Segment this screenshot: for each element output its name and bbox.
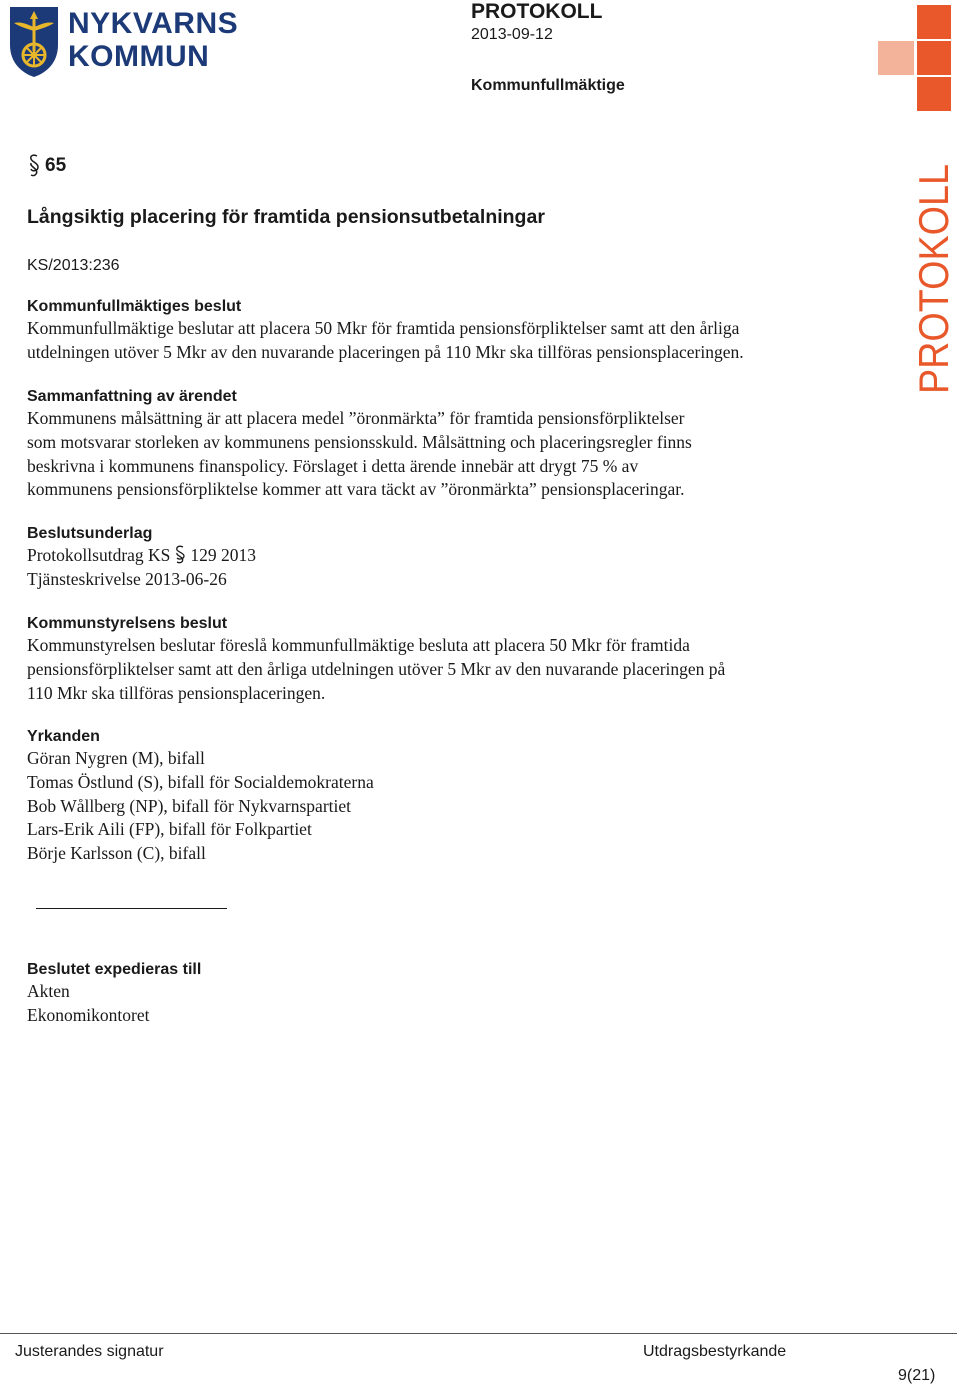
text-line: kommunens pensionsförpliktelse kommer att vara täckt av ”öronmärkta” pensionsplaceringar. xyxy=(27,479,685,500)
list-item: Lars-Erik Aili (FP), bifall för Folkpartiet xyxy=(27,819,312,840)
summary-text xyxy=(27,407,692,502)
list-item: Akten xyxy=(27,981,70,1001)
list-item: Ekonomikontoret xyxy=(27,1004,150,1025)
summary-heading: Sammanfattning av ärendet xyxy=(27,388,237,405)
text-line: 110 Mkr ska tillföras pensionsplaceringen. xyxy=(27,682,326,703)
text-line: Kommunens målsättning är att placera medel ”öronmärkta” för framtida pensionsförpliktelser xyxy=(27,408,685,428)
section-sign-icon xyxy=(174,544,186,566)
vertical-protokoll-text xyxy=(910,138,957,394)
vertical-protokoll-label: PROTOKOLL xyxy=(910,138,957,394)
motions-list xyxy=(27,747,374,866)
basis-line1-before: Protokollsutdrag KS xyxy=(27,545,171,565)
municipality-logo xyxy=(8,5,239,81)
extract-label: Utdragsbestyrkande xyxy=(643,1343,787,1360)
document-title: Långsiktig placering för framtida pensionsutbetalningar xyxy=(27,206,545,228)
text-line: pensionsförpliktelser samt att den årliga utdelningen utöver 5 Mkr av den nuvarande placeringen på xyxy=(27,658,726,679)
dispatch-list xyxy=(27,980,149,1028)
basis-text xyxy=(27,544,256,592)
logo-text-line1: NYKVARNS xyxy=(68,7,239,40)
logo-text-line2: KOMMUN xyxy=(68,40,210,73)
text-line: Kommunfullmäktige beslutar att placera 50 Mkr för framtida pensionsförpliktelser samt att den årliga xyxy=(27,318,740,338)
basis-line1-after: 129 2013 xyxy=(190,545,257,565)
dispatch-heading: Beslutet expedieras till xyxy=(27,961,202,978)
decision-heading: Kommunfullmäktiges beslut xyxy=(27,298,242,315)
text-line: Kommunstyrelsen beslutar föreslå kommunfullmäktige besluta att placera 50 Mkr för framtida xyxy=(27,635,690,655)
text-line xyxy=(27,544,256,568)
motions-heading: Yrkanden xyxy=(27,728,100,745)
board-text xyxy=(27,634,725,705)
header-date: 2013-09-12 xyxy=(471,26,553,43)
list-item: Göran Nygren (M), bifall xyxy=(27,748,205,768)
paragraph-number xyxy=(27,152,66,180)
section-sign-icon xyxy=(27,152,41,180)
header-title: PROTOKOLL xyxy=(471,0,603,23)
list-item: Tomas Östlund (S), bifall för Socialdemokraterna xyxy=(27,771,374,792)
text-line: utdelningen utöver 5 Mkr av den nuvarande placeringen på 110 Mkr ska tillföras pensionsplaceringen. xyxy=(27,341,744,362)
text-line: beskrivna i kommunens finanspolicy. Förslaget i detta ärende innebär att drygt 75 % av xyxy=(27,455,639,476)
list-item: Börje Karlsson (C), bifall xyxy=(27,843,206,864)
coat-of-arms-icon xyxy=(8,5,60,79)
header-body: Kommunfullmäktige xyxy=(471,77,625,94)
list-item: Bob Wållberg (NP), bifall för Nykvarnspartiet xyxy=(27,795,351,816)
divider xyxy=(36,908,227,909)
basis-heading: Beslutsunderlag xyxy=(27,525,153,542)
signature-label: Justerandes signatur xyxy=(15,1343,164,1360)
decision-text xyxy=(27,317,744,365)
page-number: 9(21) xyxy=(898,1367,936,1384)
board-heading: Kommunstyrelsens beslut xyxy=(27,615,228,632)
decorative-squares-icon xyxy=(878,5,953,113)
text-line: som motsvarar storleken av kommunens pensionsskuld. Målsättning och placeringsregler finns xyxy=(27,431,692,452)
text-line: Tjänsteskrivelse 2013-06-26 xyxy=(27,568,227,589)
footer-divider xyxy=(0,1333,957,1334)
paragraph-number-value: 65 xyxy=(45,155,67,176)
reference-number: KS/2013:236 xyxy=(27,257,120,274)
